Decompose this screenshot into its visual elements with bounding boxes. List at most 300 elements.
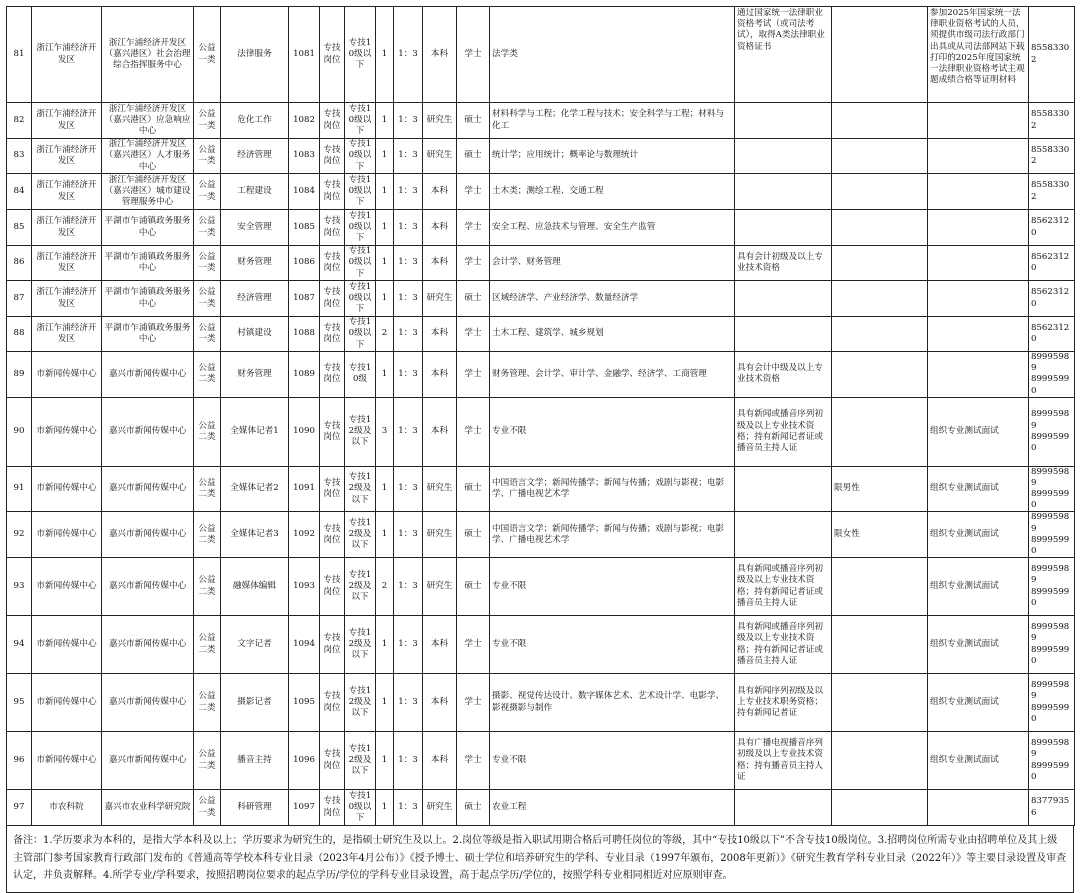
cell-major: 专业不限 — [490, 397, 735, 466]
cell-pos: 全媒体记者1 — [221, 397, 289, 466]
cell-other — [832, 616, 928, 674]
cell-ratio: 1：3 — [394, 558, 423, 616]
cell-edu: 研究生 — [423, 558, 457, 616]
cell-no: 93 — [7, 558, 32, 616]
cell-code: 1090 — [289, 397, 320, 466]
cell-cat: 公益一类 — [194, 7, 221, 103]
cell-edu: 本科 — [423, 352, 457, 398]
cell-cat: 公益二类 — [194, 397, 221, 466]
cell-note — [928, 281, 1029, 317]
cell-level: 专技12级及以下 — [345, 616, 376, 674]
cell-unit: 嘉兴市新闻传媒中心 — [102, 466, 194, 512]
cell-note: 组织专业测试面试 — [928, 466, 1029, 512]
cell-ratio: 1：3 — [394, 352, 423, 398]
table-row — [7, 210, 1075, 246]
cell-major: 专业不限 — [490, 558, 735, 616]
cell-note: 参加2025年国家统一法律职业资格考试的人员，须提供市级司法行政部门出具或从司法部网站下载打印的2025年度国家统一法律职业资格考试主观题成绩合格等证明材料 — [928, 7, 1029, 103]
cell-no: 85 — [7, 210, 32, 246]
table-row — [7, 466, 1075, 512]
cell-dept: 浙江乍浦经济开发区 — [32, 246, 102, 281]
cell-qual: 通过国家统一法律职业资格考试（或司法考试），取得A类法律职业资格证书 — [735, 7, 832, 103]
cell-num: 3 — [376, 397, 394, 466]
cell-dept: 浙江乍浦经济开发区 — [32, 7, 102, 103]
cell-unit: 平湖市乍浦镇政务服务中心 — [102, 246, 194, 281]
cell-dept: 市农科院 — [32, 790, 102, 826]
cell-num: 2 — [376, 317, 394, 352]
cell-other — [832, 246, 928, 281]
table-row — [7, 7, 1075, 103]
cell-phone: 85623120 — [1029, 210, 1075, 246]
cell-level: 专技10级以下 — [345, 174, 376, 210]
cell-cat: 公益一类 — [194, 790, 221, 826]
cell-major: 专业不限 — [490, 616, 735, 674]
cell-no: 88 — [7, 317, 32, 352]
cell-dept: 市新闻传媒中心 — [32, 397, 102, 466]
cell-dept: 浙江乍浦经济开发区 — [32, 317, 102, 352]
cell-cat: 公益二类 — [194, 732, 221, 790]
cell-ratio: 1：3 — [394, 397, 423, 466]
cell-ratio: 1：3 — [394, 174, 423, 210]
cell-num: 1 — [376, 103, 394, 139]
cell-other — [832, 281, 928, 317]
cell-no: 83 — [7, 139, 32, 174]
cell-dept: 浙江乍浦经济开发区 — [32, 103, 102, 139]
cell-level: 专技10级以下 — [345, 281, 376, 317]
cell-qual: 具有新闻或播音序列初级及以上专业技术资格；持有新闻记者证或播音员主持人证 — [735, 558, 832, 616]
cell-cat: 公益二类 — [194, 558, 221, 616]
cell-level: 专技12级及以下 — [345, 558, 376, 616]
cell-degree: 硕士 — [457, 466, 490, 512]
cell-no: 95 — [7, 674, 32, 732]
cell-pos: 播音主持 — [221, 732, 289, 790]
cell-ratio: 1：3 — [394, 466, 423, 512]
cell-unit: 浙江乍浦经济开发区（嘉兴港区）人才服务中心 — [102, 139, 194, 174]
table-row — [7, 174, 1075, 210]
cell-ratio: 1：3 — [394, 512, 423, 558]
cell-type: 专技岗位 — [320, 790, 345, 826]
cell-other — [832, 210, 928, 246]
table-row — [7, 674, 1075, 732]
cell-code: 1096 — [289, 732, 320, 790]
cell-other — [832, 397, 928, 466]
cell-unit: 嘉兴市新闻传媒中心 — [102, 512, 194, 558]
cell-num: 1 — [376, 790, 394, 826]
cell-qual: 具有新闻或播音序列初级及以上专业技术资格；持有新闻记者证或播音员主持人证 — [735, 616, 832, 674]
cell-unit: 嘉兴市新闻传媒中心 — [102, 732, 194, 790]
cell-note — [928, 246, 1029, 281]
cell-qual — [735, 139, 832, 174]
cell-code: 1086 — [289, 246, 320, 281]
cell-cat: 公益二类 — [194, 616, 221, 674]
cell-cat: 公益一类 — [194, 139, 221, 174]
cell-cat: 公益一类 — [194, 210, 221, 246]
cell-type: 专技岗位 — [320, 281, 345, 317]
cell-pos: 法律服务 — [221, 7, 289, 103]
recruitment-table — [6, 6, 1075, 826]
table-row — [7, 732, 1075, 790]
cell-pos: 全媒体记者3 — [221, 512, 289, 558]
cell-phone: 89995989 89995990 — [1029, 558, 1075, 616]
cell-edu: 本科 — [423, 616, 457, 674]
cell-code: 1082 — [289, 103, 320, 139]
cell-edu: 研究生 — [423, 466, 457, 512]
cell-num: 1 — [376, 674, 394, 732]
cell-other — [832, 139, 928, 174]
cell-no: 90 — [7, 397, 32, 466]
cell-no: 86 — [7, 246, 32, 281]
cell-phone: 89995989 89995990 — [1029, 732, 1075, 790]
cell-no: 96 — [7, 732, 32, 790]
cell-major: 区域经济学、产业经济学、数量经济学 — [490, 281, 735, 317]
cell-degree: 学士 — [457, 352, 490, 398]
recruitment-sheet — [6, 6, 1074, 893]
cell-qual: 具有会计中级及以上专业技术资格 — [735, 352, 832, 398]
cell-dept: 市新闻传媒中心 — [32, 674, 102, 732]
cell-no: 91 — [7, 466, 32, 512]
cell-code: 1089 — [289, 352, 320, 398]
cell-dept: 市新闻传媒中心 — [32, 558, 102, 616]
cell-other — [832, 103, 928, 139]
cell-degree: 学士 — [457, 7, 490, 103]
cell-phone: 83779356 — [1029, 790, 1075, 826]
cell-type: 专技岗位 — [320, 616, 345, 674]
cell-note — [928, 210, 1029, 246]
cell-qual: 具有广播电视播音序列初级及以上专业技术资格；持有播音员主持人证 — [735, 732, 832, 790]
cell-degree: 学士 — [457, 616, 490, 674]
cell-pos: 经济管理 — [221, 139, 289, 174]
cell-num: 1 — [376, 174, 394, 210]
cell-major: 统计学；应用统计；概率论与数理统计 — [490, 139, 735, 174]
cell-major: 土木类；测绘工程、交通工程 — [490, 174, 735, 210]
cell-unit: 浙江乍浦经济开发区（嘉兴港区）城市建设管理服务中心 — [102, 174, 194, 210]
cell-num: 1 — [376, 732, 394, 790]
cell-note — [928, 790, 1029, 826]
cell-other — [832, 790, 928, 826]
cell-ratio: 1：3 — [394, 139, 423, 174]
cell-degree: 学士 — [457, 246, 490, 281]
cell-major: 财务管理、会计学、审计学、金融学、经济学、工商管理 — [490, 352, 735, 398]
cell-cat: 公益二类 — [194, 352, 221, 398]
cell-type: 专技岗位 — [320, 317, 345, 352]
table-row — [7, 281, 1075, 317]
cell-degree: 硕士 — [457, 512, 490, 558]
cell-other — [832, 558, 928, 616]
cell-no: 81 — [7, 7, 32, 103]
cell-cat: 公益一类 — [194, 174, 221, 210]
cell-major: 摄影、视觉传达设计、数字媒体艺术、艺术设计学、电影学、影视摄影与制作 — [490, 674, 735, 732]
cell-num: 2 — [376, 558, 394, 616]
cell-degree: 硕士 — [457, 558, 490, 616]
cell-qual — [735, 174, 832, 210]
cell-edu: 本科 — [423, 397, 457, 466]
cell-ratio: 1：3 — [394, 103, 423, 139]
cell-phone: 85623120 — [1029, 246, 1075, 281]
cell-degree: 硕士 — [457, 790, 490, 826]
cell-ratio: 1：3 — [394, 790, 423, 826]
cell-note: 组织专业测试面试 — [928, 512, 1029, 558]
cell-cat: 公益二类 — [194, 466, 221, 512]
cell-type: 专技岗位 — [320, 7, 345, 103]
cell-other — [832, 174, 928, 210]
cell-edu: 本科 — [423, 732, 457, 790]
cell-phone: 89995989 89995990 — [1029, 512, 1075, 558]
cell-ratio: 1：3 — [394, 281, 423, 317]
cell-dept: 市新闻传媒中心 — [32, 512, 102, 558]
cell-unit: 浙江乍浦经济开发区（嘉兴港区）社会治理综合指挥服务中心 — [102, 7, 194, 103]
cell-unit: 浙江乍浦经济开发区（嘉兴港区）应急响应中心 — [102, 103, 194, 139]
cell-cat: 公益二类 — [194, 674, 221, 732]
cell-type: 专技岗位 — [320, 512, 345, 558]
cell-note: 组织专业测试面试 — [928, 558, 1029, 616]
cell-type: 专技岗位 — [320, 352, 345, 398]
cell-ratio: 1：3 — [394, 317, 423, 352]
cell-type: 专技岗位 — [320, 103, 345, 139]
table-body — [7, 7, 1075, 826]
cell-degree: 学士 — [457, 210, 490, 246]
cell-note: 组织专业测试面试 — [928, 397, 1029, 466]
cell-phone: 89995989 89995990 — [1029, 674, 1075, 732]
cell-code: 1083 — [289, 139, 320, 174]
cell-edu: 本科 — [423, 317, 457, 352]
cell-qual: 具有会计初级及以上专业技术资格 — [735, 246, 832, 281]
cell-edu: 研究生 — [423, 512, 457, 558]
table-row — [7, 616, 1075, 674]
cell-other — [832, 7, 928, 103]
table-row — [7, 103, 1075, 139]
cell-code: 1091 — [289, 466, 320, 512]
cell-dept: 浙江乍浦经济开发区 — [32, 139, 102, 174]
cell-phone: 85583302 — [1029, 174, 1075, 210]
cell-note: 组织专业测试面试 — [928, 674, 1029, 732]
cell-level: 专技10级以下 — [345, 317, 376, 352]
cell-cat: 公益一类 — [194, 103, 221, 139]
cell-num: 1 — [376, 281, 394, 317]
cell-unit: 嘉兴市新闻传媒中心 — [102, 352, 194, 398]
cell-major: 土木工程、建筑学、城乡规划 — [490, 317, 735, 352]
cell-unit: 平湖市乍浦镇政务服务中心 — [102, 317, 194, 352]
cell-note: 组织专业测试面试 — [928, 616, 1029, 674]
cell-level: 专技10级以下 — [345, 210, 376, 246]
cell-level: 专技10级 — [345, 352, 376, 398]
cell-major: 会计学、财务管理 — [490, 246, 735, 281]
cell-cat: 公益一类 — [194, 246, 221, 281]
cell-other: 限男性 — [832, 466, 928, 512]
cell-pos: 文字记者 — [221, 616, 289, 674]
cell-phone: 89995989 89995990 — [1029, 616, 1075, 674]
cell-degree: 硕士 — [457, 139, 490, 174]
cell-note — [928, 139, 1029, 174]
cell-level: 专技10级以下 — [345, 139, 376, 174]
table-row — [7, 790, 1075, 826]
cell-no: 94 — [7, 616, 32, 674]
cell-dept: 浙江乍浦经济开发区 — [32, 174, 102, 210]
cell-qual — [735, 317, 832, 352]
cell-qual — [735, 281, 832, 317]
cell-type: 专技岗位 — [320, 174, 345, 210]
table-row — [7, 139, 1075, 174]
cell-num: 1 — [376, 352, 394, 398]
cell-pos: 融媒体编辑 — [221, 558, 289, 616]
cell-unit: 嘉兴市新闻传媒中心 — [102, 616, 194, 674]
cell-no: 87 — [7, 281, 32, 317]
cell-level: 专技10级以下 — [345, 103, 376, 139]
cell-phone: 89995989 89995990 — [1029, 466, 1075, 512]
cell-code: 1094 — [289, 616, 320, 674]
cell-level: 专技10级以下 — [345, 790, 376, 826]
cell-ratio: 1：3 — [394, 674, 423, 732]
table-row — [7, 558, 1075, 616]
cell-major: 中国语言文学；新闻传播学；新闻与传播；戏剧与影视；电影学、广播电视艺术学 — [490, 466, 735, 512]
cell-pos: 摄影记者 — [221, 674, 289, 732]
cell-level: 专技12级及以下 — [345, 466, 376, 512]
cell-edu: 本科 — [423, 7, 457, 103]
cell-code: 1088 — [289, 317, 320, 352]
cell-degree: 硕士 — [457, 103, 490, 139]
cell-pos: 全媒体记者2 — [221, 466, 289, 512]
cell-code: 1092 — [289, 512, 320, 558]
cell-other — [832, 732, 928, 790]
cell-qual — [735, 466, 832, 512]
cell-edu: 本科 — [423, 174, 457, 210]
cell-edu: 本科 — [423, 246, 457, 281]
cell-code: 1093 — [289, 558, 320, 616]
cell-ratio: 1：3 — [394, 210, 423, 246]
cell-other: 限女性 — [832, 512, 928, 558]
cell-phone: 89995989 89995990 — [1029, 397, 1075, 466]
cell-pos: 工程建设 — [221, 174, 289, 210]
cell-edu: 研究生 — [423, 139, 457, 174]
cell-other — [832, 317, 928, 352]
cell-dept: 市新闻传媒中心 — [32, 732, 102, 790]
cell-num: 1 — [376, 246, 394, 281]
cell-phone: 85623120 — [1029, 317, 1075, 352]
cell-note — [928, 103, 1029, 139]
cell-code: 1081 — [289, 7, 320, 103]
cell-major: 材料科学与工程；化学工程与技术；安全科学与工程；材料与化工 — [490, 103, 735, 139]
cell-major: 中国语言文学；新闻传播学；新闻与传播；戏剧与影视；电影学、广播电视艺术学 — [490, 512, 735, 558]
cell-dept: 市新闻传媒中心 — [32, 352, 102, 398]
cell-no: 92 — [7, 512, 32, 558]
cell-unit: 平湖市乍浦镇政务服务中心 — [102, 210, 194, 246]
cell-qual — [735, 103, 832, 139]
cell-type: 专技岗位 — [320, 466, 345, 512]
cell-degree: 硕士 — [457, 281, 490, 317]
cell-phone: 85583302 — [1029, 103, 1075, 139]
cell-qual: 具有新闻或播音序列初级及以上专业技术资格；持有新闻记者证或播音员主持人证 — [735, 397, 832, 466]
cell-other — [832, 352, 928, 398]
cell-ratio: 1：3 — [394, 7, 423, 103]
cell-edu: 本科 — [423, 210, 457, 246]
cell-major: 法学类 — [490, 7, 735, 103]
cell-note — [928, 317, 1029, 352]
cell-level: 专技12级及以下 — [345, 397, 376, 466]
cell-qual — [735, 512, 832, 558]
cell-num: 1 — [376, 466, 394, 512]
cell-edu: 本科 — [423, 674, 457, 732]
cell-phone: 85583302 — [1029, 139, 1075, 174]
cell-major: 专业不限 — [490, 732, 735, 790]
cell-degree: 学士 — [457, 732, 490, 790]
cell-pos: 科研管理 — [221, 790, 289, 826]
cell-type: 专技岗位 — [320, 674, 345, 732]
cell-type: 专技岗位 — [320, 732, 345, 790]
cell-num: 1 — [376, 210, 394, 246]
cell-degree: 学士 — [457, 317, 490, 352]
cell-level: 专技12级及以下 — [345, 674, 376, 732]
table-row — [7, 397, 1075, 466]
cell-major: 安全工程、应急技术与管理、安全生产监管 — [490, 210, 735, 246]
table-row — [7, 352, 1075, 398]
cell-edu: 研究生 — [423, 103, 457, 139]
cell-no: 82 — [7, 103, 32, 139]
cell-type: 专技岗位 — [320, 246, 345, 281]
cell-type: 专技岗位 — [320, 210, 345, 246]
cell-pos: 危化工作 — [221, 103, 289, 139]
cell-num: 1 — [376, 139, 394, 174]
table-row — [7, 512, 1075, 558]
cell-cat: 公益一类 — [194, 281, 221, 317]
cell-type: 专技岗位 — [320, 397, 345, 466]
cell-ratio: 1：3 — [394, 616, 423, 674]
cell-type: 专技岗位 — [320, 558, 345, 616]
cell-pos: 安全管理 — [221, 210, 289, 246]
cell-unit: 嘉兴市新闻传媒中心 — [102, 674, 194, 732]
cell-num: 1 — [376, 616, 394, 674]
cell-code: 1084 — [289, 174, 320, 210]
cell-note — [928, 352, 1029, 398]
table-row — [7, 246, 1075, 281]
cell-note: 组织专业测试面试 — [928, 732, 1029, 790]
cell-qual — [735, 790, 832, 826]
cell-no: 89 — [7, 352, 32, 398]
cell-level: 专技10级以下 — [345, 246, 376, 281]
cell-level: 专技12级及以下 — [345, 732, 376, 790]
cell-level: 专技12级及以下 — [345, 512, 376, 558]
cell-cat: 公益二类 — [194, 512, 221, 558]
cell-unit: 嘉兴市农业科学研究院 — [102, 790, 194, 826]
cell-dept: 浙江乍浦经济开发区 — [32, 281, 102, 317]
cell-phone: 85623120 — [1029, 281, 1075, 317]
cell-type: 专技岗位 — [320, 139, 345, 174]
cell-unit: 嘉兴市新闻传媒中心 — [102, 558, 194, 616]
cell-ratio: 1：3 — [394, 246, 423, 281]
cell-pos: 财务管理 — [221, 352, 289, 398]
cell-unit: 平湖市乍浦镇政务服务中心 — [102, 281, 194, 317]
cell-qual — [735, 210, 832, 246]
cell-major: 农业工程 — [490, 790, 735, 826]
cell-other — [832, 674, 928, 732]
cell-num: 1 — [376, 512, 394, 558]
cell-code: 1087 — [289, 281, 320, 317]
cell-pos: 经济管理 — [221, 281, 289, 317]
cell-code: 1085 — [289, 210, 320, 246]
cell-phone: 85583302 — [1029, 7, 1075, 103]
cell-qual: 具有新闻序列初级及以上专业技术职务资格；持有新闻记者证 — [735, 674, 832, 732]
cell-no: 84 — [7, 174, 32, 210]
cell-code: 1097 — [289, 790, 320, 826]
table-row — [7, 317, 1075, 352]
cell-ratio: 1：3 — [394, 732, 423, 790]
cell-pos: 财务管理 — [221, 246, 289, 281]
cell-note — [928, 174, 1029, 210]
cell-degree: 学士 — [457, 174, 490, 210]
remarks-note: 备注：1.学历要求为本科的，是指大学本科及以上；学历要求为研究生的，是指硕士研究生及以上。2.岗位等级是指入职试用期合格后可聘任岗位的等级，其中“专技10级以下”不含专技10级岗位。3.招聘岗位所需专业由招聘单位及其上级主管部门参考国家教育行政部门发布的《普通高等学校本科专业目录（2023年4月公布）》《授予博士、硕士学位和培养研究生的学科、专业目录（1997年颁布，2008年更新）》《研究生教育学科专业目录（2022年）》等主要目录设置及审查认定，并负责解释。4.所学专业/学科要求，按照招聘岗位要求的起点学历/学位的学科专业目录设置，高于起点学历/学位的，按照学科专业相同相近对应原则审查。 — [6, 826, 1074, 893]
cell-unit: 嘉兴市新闻传媒中心 — [102, 397, 194, 466]
cell-no: 97 — [7, 790, 32, 826]
cell-num: 1 — [376, 7, 394, 103]
cell-dept: 浙江乍浦经济开发区 — [32, 210, 102, 246]
cell-phone: 89995989 89995990 — [1029, 352, 1075, 398]
